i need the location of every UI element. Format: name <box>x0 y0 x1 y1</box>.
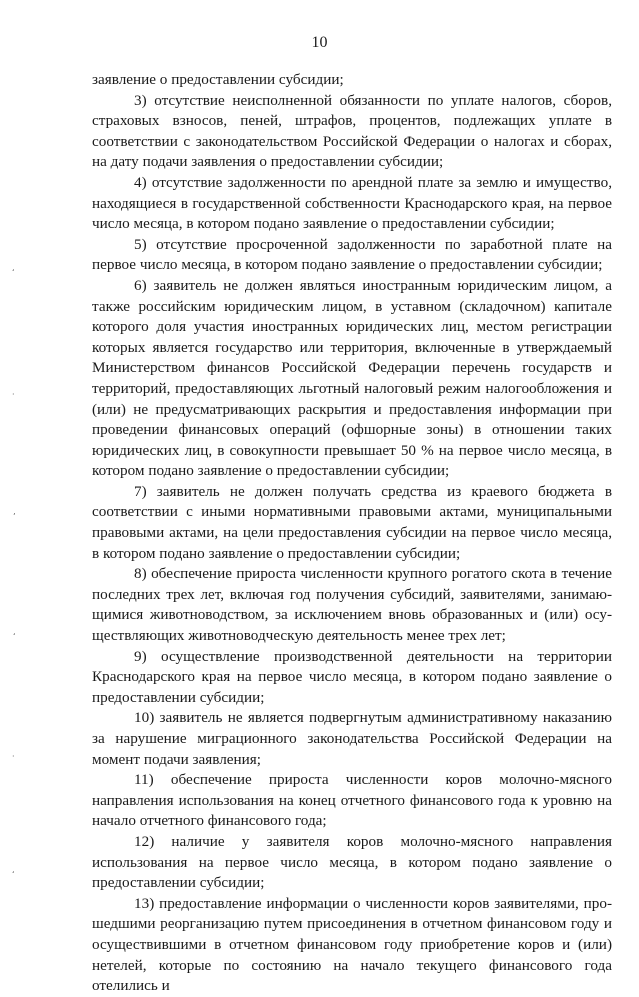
scan-mark: · <box>12 390 15 399</box>
scan-mark: ʼ <box>13 512 16 521</box>
scan-mark: · <box>12 752 15 761</box>
paragraph-item-7: 7) заявитель не должен получать средства из краевого бюджета в соответствии с иными нормативными правовыми актами, муниципальными правовыми актами, на цели предоставления субсидии на первое число месяца, в котором подано заявление о предоставлении субсидии; <box>92 482 612 562</box>
paragraph-item-9: 9) осуществление производственной деятельности на территории Краснодарского края на первое число месяца, в котором подано заявление о предоставлении субсидии; <box>92 647 612 706</box>
paragraph-item-12: 12) наличие у заявителя коров молочно-мясного направления использования на первое число месяца, в котором подано заявление о предоставлении субсидии; <box>92 832 612 892</box>
paragraph-item-11: 11) обеспечение прироста численности коров молочно-мясного направления использования на конец отчетного финансового года к уровню на начало отчетного финансового года; <box>92 771 612 830</box>
paragraph-item-4: 4) отсутствие задолженности по арендной плате за землю и имущество, находящиеся в государственной собственности Краснодарского края, на первое число месяца, в котором подано заявление о предоставлении субсидии; <box>92 173 612 233</box>
paragraph-item-5: 5) отсутствие просроченной задолженности по заработной плате на первое число месяца, в котором подано заявление о предоставлении субсидии; <box>92 235 612 274</box>
paragraph-item-13: 13) предоставление информации о численности коров заявителями, прошедшими реорганизацию путем присоединения в отчетном финансовом году и осуществившими в отчетном финансовом году приобретение коров и (или) нетелей, которые по состоянию на начало текущего финансового года отелились и <box>92 894 612 995</box>
scan-mark: ʻ <box>12 268 15 277</box>
paragraph-item-6: 6) заявитель не должен являться иностранным юридическим лицом, а также российским юридическим лицом, в уставном (складочном) капитале которого доля участия иностранных юридических лиц, местом регистрации которых является государство или территория, включенные в утверждаемый Министерством финансов Российской Федерации перечень государств и территорий, предоставляющих льготный налоговый режим налогообложения и (или) не предусматривающих раскрытия и предоставления информации при проведении финансовых операций (офшорные зоны) в отношении таких юридических лиц, в совокупности превышает 50 % на первое число месяца, в котором подано заявление о предоставлении субсидии; <box>92 276 612 480</box>
scan-mark: ʻ <box>13 632 16 641</box>
document-body <box>92 70 612 997</box>
paragraph-item-8: 8) обеспечение прироста численности крупного рогатого скота в течение последних трех лет, включая год получения субсидий, заявителями, занимающимися животноводством, за исключением вновь образованных и (или) осуществляющих животноводческую деятельность менее трех лет; <box>92 565 612 645</box>
paragraph-item-3: 3) отсутствие неисполненной обязанности по уплате налогов, сборов, страховых взносов, пеней, штрафов, процентов, подлежащих уплате в соответствии с законодательством Российской Федерации о налогах и сборах, на дату подачи заявления о предоставлении субсидии; <box>92 91 612 171</box>
paragraph-item-10: 10) заявитель не является подвергнутым административному наказанию за нарушение миграционного законодательства Российской Федерации на момент подачи заявления; <box>92 709 612 768</box>
page-number: 10 <box>311 34 328 51</box>
scan-mark: ʻ <box>12 870 15 879</box>
paragraph-continuation: заявление о предоставлении субсидии; <box>92 71 344 88</box>
